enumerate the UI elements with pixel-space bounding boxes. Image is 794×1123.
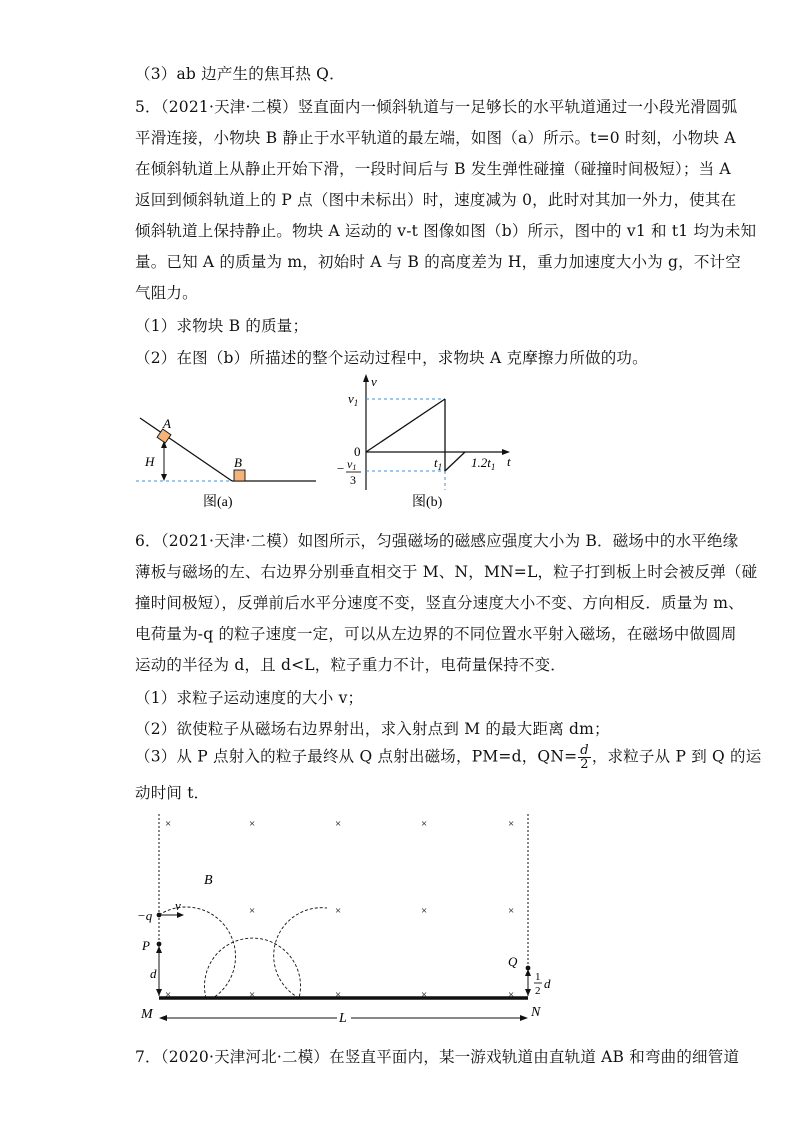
p5-line-2: 平滑连接，小物块 B 静止于水平轨道的最左端，如图（a）所示。t=0 时刻，小物块 A [135, 129, 736, 147]
p6-line-3: 撞时间极短），反弹前后水平分速度不变，竖直分速度大小不变、方向相反．质量为 m、 [135, 594, 744, 612]
half-d-arrow-head-bottom [525, 989, 531, 996]
p5-line-1: 5．（2021·天津·二模）竖直面内一倾斜轨道与一足够长的水平轨道通过一小段光滑圆弧 [135, 98, 738, 116]
n-label: N [531, 1005, 541, 1020]
v-axis-label: v [371, 374, 377, 389]
cross: × [165, 818, 172, 830]
t2-label: $1.2t_1$ [471, 455, 496, 472]
height-arrow-head-bottom [161, 474, 167, 481]
field-crosses [165, 818, 514, 1001]
l-dimension-arrow-left [159, 1015, 167, 1021]
point-p [157, 942, 162, 947]
p5-line-5: 倾斜轨道上保持静止。物块 A 运动的 v-t 图像如图（b）所示，图中的 v1 和 t1 均为未知 [135, 222, 757, 240]
neg-v1-den: 3 [350, 473, 356, 487]
label-a: A [163, 416, 171, 431]
p5-question-2: （2）在图（b）所描述的整个运动过程中，求物块 A 克摩擦力所做的功。 [135, 349, 648, 367]
b-field-label: B [204, 873, 213, 888]
cross: × [421, 818, 428, 830]
velocity-label: v [175, 898, 181, 913]
p6-line-1: 6．（2021·天津·二模）如图所示，匀强磁场的磁感应强度大小为 B．磁场中的水平绝缘 [135, 532, 739, 550]
caption-b: 图(b) [412, 495, 443, 510]
p4-item3: （3）ab 边产生的焦耳热 Q． [135, 65, 345, 83]
p6-question-3 [135, 744, 761, 771]
d-arrow-head-bottom [156, 989, 162, 996]
p6-line-5: 运动的半径为 d，且 d<L，粒子重力不计，电荷量保持不变． [135, 656, 566, 674]
v-axis-arrow [363, 374, 369, 382]
q-label: Q [508, 954, 518, 969]
origin-label: 0 [354, 444, 361, 459]
p5-line-4: 返回到倾斜轨道上的 P 点（图中未标出）时，速度减为 0，此时对其加一外力，使其在 [135, 191, 737, 209]
p5-line-3: 在倾斜轨道上从静止开始下滑，一段时间后与 B 发生弹性碰撞（碰撞时间极短）；当 A [135, 160, 731, 178]
l-label: L [339, 1011, 347, 1026]
p-label: P [142, 938, 150, 953]
cross: × [508, 989, 515, 1001]
charge-label: −q [137, 908, 153, 923]
t1-label: $t_1$ [434, 455, 443, 472]
cross: × [421, 905, 428, 917]
figure-b [330, 372, 530, 520]
p6-question-3-cont: 动时间 t． [135, 784, 210, 802]
p6-question-1: （1）求粒子运动速度的大小 v； [135, 689, 364, 707]
p7-line-1: 7．（2020·天津河北·二模）在竖直平面内，某一游戏轨道由直轨道 AB 和弯曲的细管道 [135, 1048, 740, 1066]
label-h: H [145, 454, 155, 469]
t-axis-label: t [507, 454, 511, 469]
caption-a: 图(a) [203, 495, 233, 510]
v1-label: $v_1$ [348, 391, 359, 408]
half-d-label: d [544, 976, 551, 991]
l-dimension-arrow-right [520, 1015, 528, 1021]
cross: × [335, 905, 342, 917]
p5-line-6: 量。已知 A 的质量为 m，初始时 A 与 B 的高度差为 H，重力加速度大小为 g，不计空 [135, 253, 741, 271]
graph-rise [366, 399, 445, 452]
incline-track [140, 418, 232, 481]
fraction-d-over-2 [578, 744, 591, 771]
fraction-num: d [580, 743, 589, 758]
cross: × [335, 818, 342, 830]
p6-question-3-b: ，求粒子从 P 到 Q 的运 [591, 747, 762, 766]
cross: × [249, 905, 256, 917]
cross: × [508, 818, 515, 830]
cross: × [335, 989, 342, 1001]
p6-line-2: 薄板与磁场的左、右边界分别垂直相交于 M、N，MN=L，粒子打到板上时会被反弹（碰 [135, 563, 758, 581]
particle [157, 913, 162, 918]
cross: × [421, 989, 428, 1001]
cross: × [249, 818, 256, 830]
half-num: 1 [535, 971, 541, 983]
d-arrow-head-top [156, 946, 162, 953]
label-b: B [234, 455, 242, 470]
graph-return [445, 452, 465, 471]
cross: × [508, 905, 515, 917]
cross: × [165, 989, 172, 1001]
p5-question-1: （1）求物块 B 的质量； [135, 317, 309, 335]
neg-v1-num: v1 [347, 457, 357, 472]
half-d-arrow-head-top [525, 969, 531, 976]
figure-a [130, 410, 330, 520]
fraction-den: 2 [580, 757, 589, 772]
p5-line-7: 气阻力。 [135, 284, 198, 302]
p6-question-3-a: （3）从 P 点射入的粒子最终从 Q 点射出磁场，PM=d，QN= [135, 747, 578, 766]
p6-question-2: （2）欲使粒子从磁场右边界射出，求入射点到 M 的最大距离 dm； [135, 720, 610, 738]
trajectory-arc-1 [159, 907, 236, 998]
m-label: M [141, 1007, 153, 1022]
d-label: d [150, 966, 157, 981]
neg-sign: − [337, 461, 345, 476]
magnetic-field-figure [130, 808, 560, 1028]
block-b [234, 470, 245, 481]
half-den: 2 [535, 985, 541, 997]
cross: × [249, 989, 256, 1001]
p6-line-4: 电荷量为-q 的粒子速度一定，可以从左边界的不同位置水平射入磁场，在磁场中做圆周 [135, 625, 737, 643]
